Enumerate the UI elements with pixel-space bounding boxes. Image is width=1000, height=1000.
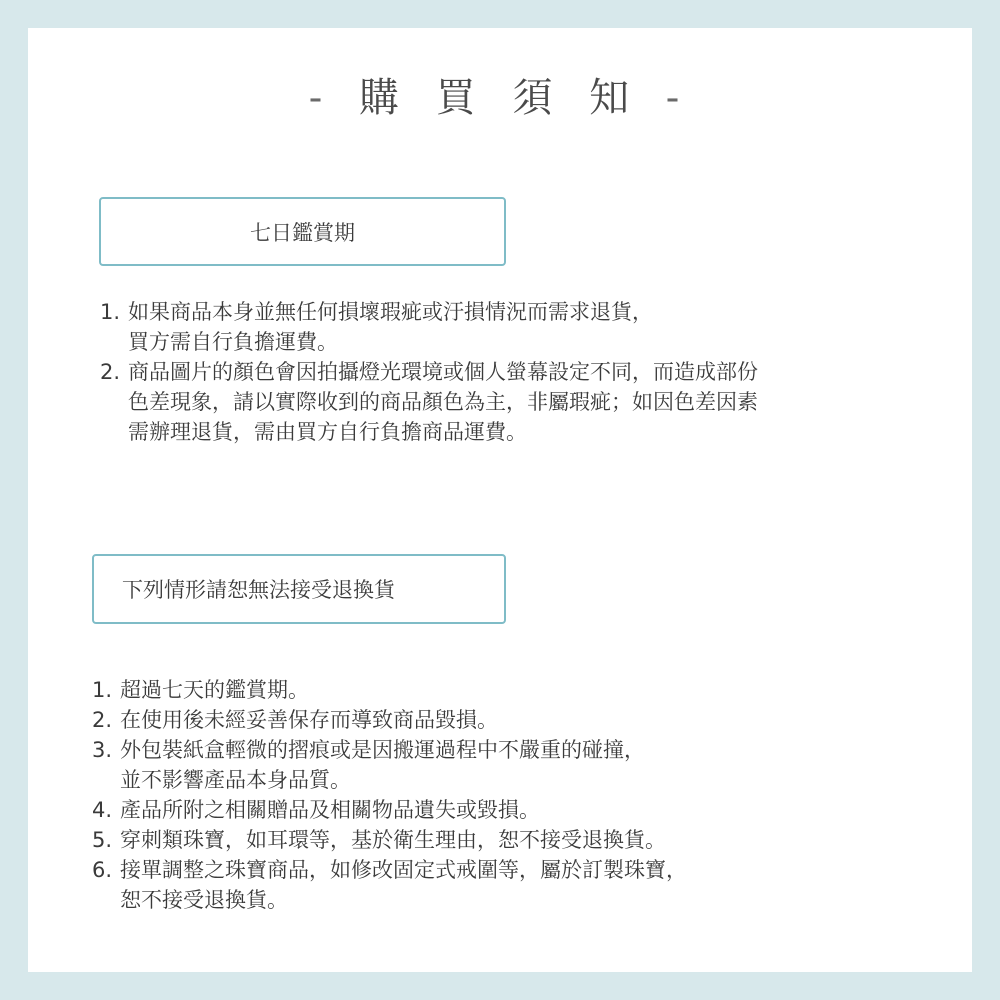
list-item-number: 3. <box>92 738 113 762</box>
list-item-text: 產品所附之相關贈品及相關物品遺失或毀損。 <box>120 798 540 822</box>
section-heading-viewing-period <box>99 197 506 266</box>
list-item-text: 外包裝紙盒輕微的摺痕或是因搬運過程中不嚴重的碰撞， 並不影響產品本身品質。 <box>120 738 645 792</box>
list-item <box>92 735 912 795</box>
list-item-text: 接單調整之珠寶商品，如修改固定式戒圍等，屬於訂製珠寶， 恕不接受退換貨。 <box>120 858 687 912</box>
list-item-number: 6. <box>92 858 113 882</box>
section-heading-label: 七日鑑賞期 <box>250 220 355 245</box>
list-item-number: 2. <box>100 360 121 384</box>
no-returns-list <box>92 675 912 915</box>
list-item-text: 商品圖片的顏色會因拍攝燈光環境或個人螢幕設定不同，而造成部份 色差現象，請以實際收到的商品顏色為主，非屬瑕疵；如因色差因素 需辦理退貨，需由買方自行負擔商品運費。 <box>128 360 758 444</box>
title-right-dash: - <box>665 75 692 121</box>
list-item-text: 如果商品本身並無任何損壞瑕疵或汙損情況而需求退貨， 買方需自行負擔運費。 <box>128 300 653 354</box>
section-heading-label: 下列情形請恕無法接受退換貨 <box>122 578 395 602</box>
title-text: 購 買 須 知 <box>358 75 642 121</box>
list-item <box>92 825 912 855</box>
list-item <box>92 675 912 705</box>
page-title <box>0 66 1000 123</box>
list-item <box>92 855 912 915</box>
list-item <box>100 357 920 447</box>
list-item-number: 2. <box>92 708 113 732</box>
list-item <box>92 795 912 825</box>
viewing-period-list <box>100 297 920 447</box>
list-item-number: 1. <box>92 678 113 702</box>
list-item-text: 超過七天的鑑賞期。 <box>120 678 309 702</box>
list-item-number: 1. <box>100 300 121 324</box>
list-item-number: 4. <box>92 798 113 822</box>
list-item-text: 穿刺類珠寶，如耳環等，基於衛生理由，恕不接受退換貨。 <box>120 828 666 852</box>
title-left-dash: - <box>308 75 335 121</box>
list-item-number: 5. <box>92 828 113 852</box>
section-heading-no-returns <box>92 554 506 624</box>
list-item <box>92 705 912 735</box>
list-item <box>100 297 920 357</box>
list-item-text: 在使用後未經妥善保存而導致商品毀損。 <box>120 708 498 732</box>
